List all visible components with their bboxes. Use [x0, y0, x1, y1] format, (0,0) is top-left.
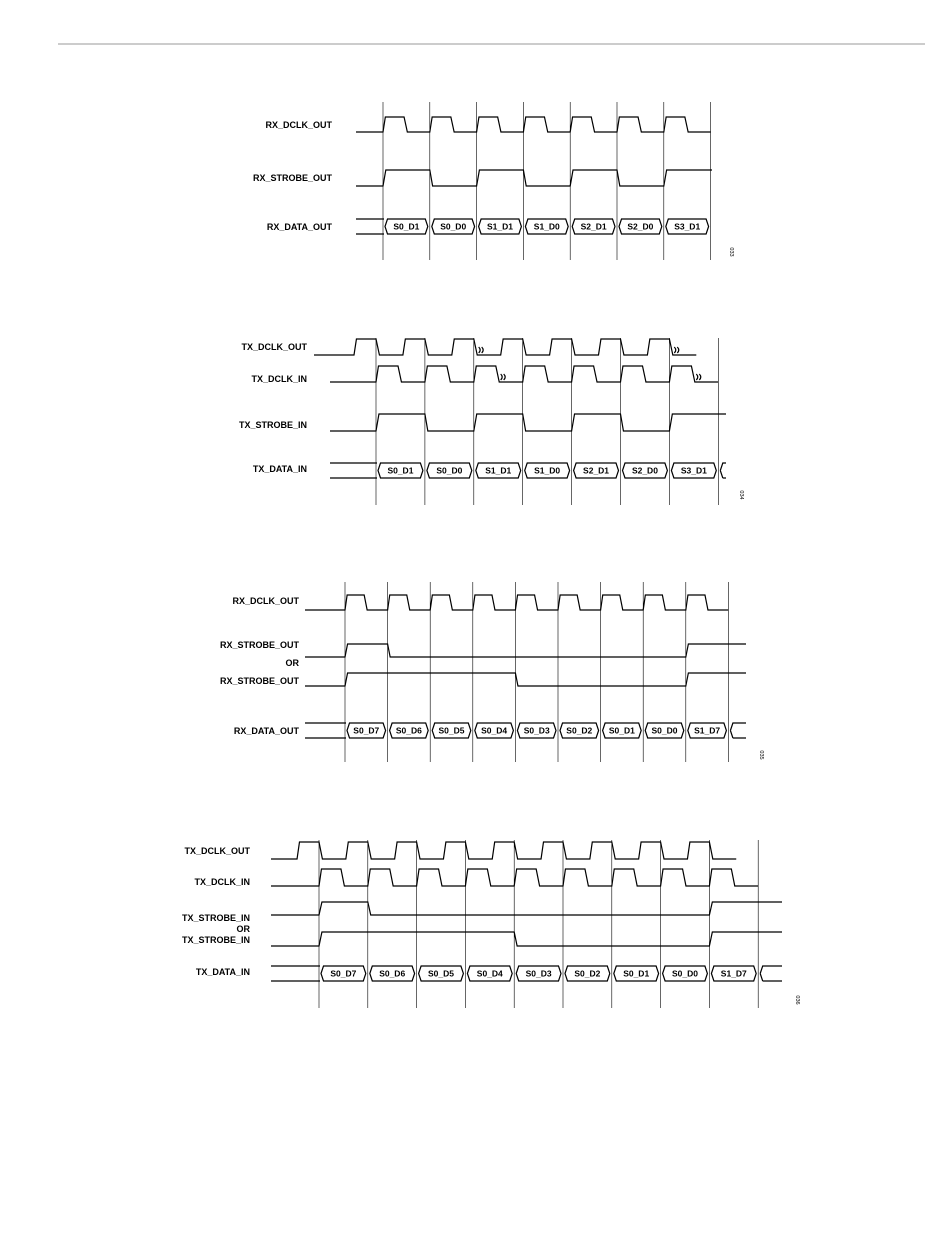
diagram-035-rx-dclk-out-1-waveform [305, 595, 728, 610]
diagram-034-tx-data-in-4-bus-cell-label-7: S3_D1 [680, 465, 707, 476]
diagram-034-tx-dclk-in-2-waveform [330, 366, 718, 382]
signal-label-rx-dclk-out-2: RX_DCLK_OUT [232, 596, 299, 606]
diagram-036-tx-data-in-6-bus-cell-label-8: S0_D0 [672, 968, 698, 979]
diagram-033-waveforms [356, 102, 712, 260]
diagram-034-tx-data-in-4-bus-cell-label-6: S2_D0 [631, 465, 658, 476]
diagram-033-rx-data-out-3-bus-cell-label-1: S0_D1 [393, 221, 420, 232]
diagram-036-tx-data-in-6-bus-cell-label-6: S0_D2 [574, 968, 601, 979]
diagram-034-tx-data-in-4-bus-trailing [720, 463, 726, 478]
diagram-034-tx-data-in-4-bus-cell-label-4: S1_D0 [534, 465, 561, 476]
or-label-2: OR [236, 924, 250, 934]
signal-label-tx-strobe-in-b: TX_STROBE_IN [181, 935, 250, 945]
diagram-035-rx-data-out-5-bus-lead-in [305, 723, 346, 738]
signal-label-tx-data-in-2: TX_DATA_IN [195, 967, 250, 977]
diagram-033-rx-strobe-out-2-waveform [356, 170, 712, 186]
diagram-035-rx-data-out-5-bus-cell-label-1: S0_D7 [353, 725, 380, 736]
signal-label-rx-dclk-out: RX_DCLK_OUT [265, 120, 332, 130]
signal-label-tx-strobe-in: TX_STROBE_IN [238, 420, 307, 430]
diagram-036-tx-strobe-in-3-waveform [271, 902, 782, 915]
figure-id-033: 033 [728, 247, 734, 257]
figure-id-034: 034 [738, 490, 744, 500]
diagram-033-rx-data-out-3-bus-cell-label-3: S1_D1 [487, 221, 513, 232]
signal-label-rx-strobe-out-b: RX_STROBE_OUT [219, 676, 299, 686]
diagram-035-rx-data-out-5-bus-cell-label-8: S0_D0 [651, 725, 678, 736]
diagram-035-rx-data-out-5-bus-cell-label-7: S0_D1 [608, 725, 635, 736]
signal-label-rx-strobe-out-a: RX_STROBE_OUT [219, 640, 299, 650]
signal-label-tx-strobe-in-a: TX_STROBE_IN [181, 913, 250, 923]
diagram-036-tx-data-in-6-bus-cell-label-2: S0_D6 [379, 968, 406, 979]
diagram-035-rx-data-out-5-bus-cell-label-9: S1_D7 [694, 725, 721, 736]
diagram-034-tx-dclk-out-1-waveform [314, 339, 696, 355]
signal-label-tx-dclk-in-2: TX_DCLK_IN [194, 877, 250, 887]
diagram-036-tx-strobe-in-5-waveform [271, 932, 782, 946]
diagram-035-rx-strobe-out-2-waveform [305, 644, 746, 657]
diagram-033-rx-data-out-3-bus-lead-in [356, 219, 384, 234]
diagram-033-rx-data-out-3-bus-cell-label-7: S3_D1 [674, 221, 701, 232]
signal-label-tx-dclk-out: TX_DCLK_OUT [241, 342, 307, 352]
diagram-036-tx-data-in-6-bus-lead-in [271, 966, 320, 981]
timing-diagram-033 [253, 102, 734, 260]
diagram-033-rx-data-out-3-bus-cell-label-5: S2_D1 [580, 221, 607, 232]
diagram-036-tx-data-in-6-bus-cell-label-5: S0_D3 [525, 968, 552, 979]
diagram-034-tx-data-in-4-bus-cell-label-1: S0_D1 [387, 465, 414, 476]
diagram-034-tx-data-in-4-bus-cell-label-2: S0_D0 [436, 465, 463, 476]
diagram-034-tx-data-in-4-bus-cell-label-5: S2_D1 [583, 465, 610, 476]
diagram-034-waveforms [314, 338, 726, 505]
diagram-036-tx-dclk-out-1-waveform [271, 842, 736, 859]
timing-diagram-036 [182, 840, 800, 1008]
diagram-036-tx-data-in-6-bus-cell-label-1: S0_D7 [330, 968, 357, 979]
diagram-036-tx-dclk-in-2-waveform [271, 869, 758, 886]
diagram-034-tx-dclk-in-2-waveform-break-mark-2 [696, 374, 701, 380]
diagram-035-rx-strobe-out-4-waveform [305, 673, 746, 686]
diagram-033-rx-data-out-3-bus-cell-label-6: S2_D0 [627, 221, 654, 232]
signal-label-rx-strobe-out: RX_STROBE_OUT [252, 173, 332, 183]
or-label: OR [285, 658, 299, 668]
diagram-035-rx-data-out-5-bus-cell-label-6: S0_D2 [566, 725, 593, 736]
diagram-034-tx-data-in-4-bus-lead-in [330, 463, 377, 478]
diagram-035-rx-data-out-5-bus-cell-label-3: S0_D5 [438, 725, 465, 736]
signal-label-tx-dclk-in: TX_DCLK_IN [251, 374, 307, 384]
diagram-036-tx-data-in-6-bus-cell-label-9: S1_D7 [720, 968, 747, 979]
diagram-034-tx-dclk-in-2-waveform-break-mark-1 [501, 374, 506, 380]
signal-label-tx-dclk-out-2: TX_DCLK_OUT [184, 846, 250, 856]
timing-diagram-035 [220, 582, 764, 762]
diagram-033-rx-data-out-3-bus-cell-label-2: S0_D0 [440, 221, 467, 232]
diagram-036-waveforms [271, 840, 782, 1008]
timing-diagram-034 [239, 338, 744, 505]
diagram-035-rx-data-out-5-bus-cell-label-5: S0_D3 [523, 725, 550, 736]
signal-label-rx-data-out: RX_DATA_OUT [266, 222, 332, 232]
diagram-034-tx-dclk-out-1-waveform-break-mark-2 [674, 347, 679, 353]
signal-label-tx-data-in: TX_DATA_IN [252, 464, 307, 474]
diagram-035-waveforms [305, 582, 746, 762]
diagram-036-tx-data-in-6-bus-cell-label-3: S0_D5 [428, 968, 454, 979]
diagram-036-tx-data-in-6-bus-cell-label-4: S0_D4 [476, 968, 503, 979]
diagram-035-rx-data-out-5-bus-cell-label-4: S0_D4 [481, 725, 508, 736]
diagram-034-tx-dclk-out-1-waveform-break-mark-1 [479, 347, 484, 353]
figure-id-035: 035 [758, 750, 764, 760]
diagram-035-rx-data-out-5-bus-cell-label-2: S0_D6 [395, 725, 422, 736]
diagram-034-tx-data-in-4-bus-cell-label-3: S1_D1 [485, 465, 512, 476]
diagram-036-tx-data-in-6-bus-trailing [760, 966, 782, 981]
diagram-035-rx-data-out-5-bus-trailing [730, 723, 746, 738]
signal-label-rx-data-out-2: RX_DATA_OUT [233, 726, 299, 736]
diagram-033-rx-data-out-3-bus-cell-label-4: S1_D0 [533, 221, 560, 232]
diagram-034-tx-strobe-in-3-waveform [330, 414, 726, 431]
diagram-036-tx-data-in-6-bus-cell-label-7: S0_D1 [623, 968, 650, 979]
diagram-033-rx-dclk-out-1-waveform [356, 117, 711, 132]
figure-id-036: 036 [794, 995, 800, 1005]
